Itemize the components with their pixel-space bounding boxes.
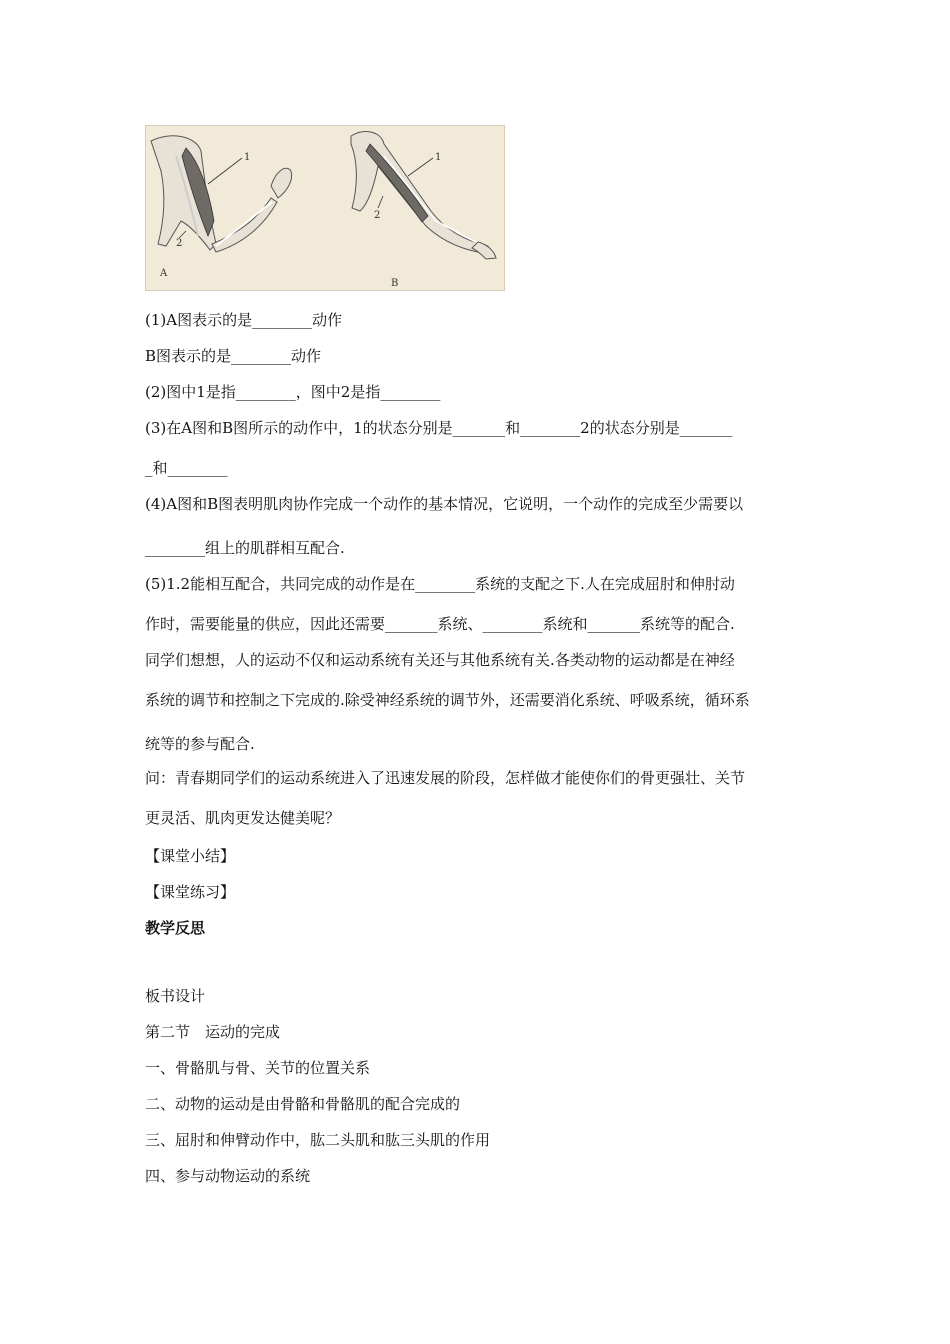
board-item-2: 二、动物的运动是由骨骼和骨骼肌的配合完成的 [145,1095,461,1113]
figure-a-label-1: 1 [244,152,251,163]
paragraph-line-2: 系统的调节和控制之下完成的.除受神经系统的调节外，还需要消化系统、呼吸系统，循环系 [145,691,750,709]
figure-a-label: A [160,268,168,279]
paragraph-line-1: 同学们想想，人的运动不仅和运动系统有关还与其他系统有关.各类动物的运动都是在神经 [145,651,735,669]
question-3-line-1: (3)在A图和B图所示的动作中，1的状态分别是_______和________2的状态分别是_______ [145,419,733,437]
figure-b-label-1: 1 [435,152,442,163]
figure-a-arm [151,136,292,252]
figure-b-label: B [391,278,399,289]
board-item-3: 三、屈肘和伸臂动作中，肱二头肌和肱三头肌的作用 [145,1131,491,1149]
question-youth-line-2: 更灵活、肌肉更发达健美呢？ [145,809,341,827]
question-4-line-2: ________组上的肌群相互配合. [145,539,345,557]
arm-illustration [146,126,504,290]
arm-muscle-figure [145,125,505,291]
question-3-line-2: _和________ [145,459,228,477]
board-item-1: 一、骨骼肌与骨、关节的位置关系 [145,1059,371,1077]
board-title: 第二节 运动的完成 [145,1023,281,1041]
question-youth-line-1: 问：青春期同学们的运动系统进入了迅速发展的阶段，怎样做才能使你们的骨更强壮、关节 [145,769,746,787]
section-class-summary: 【课堂小结】 [145,847,236,865]
question-5-line-2: 作时，需要能量的供应，因此还需要_______系统、________系统和_______系统等的配合. [145,615,735,633]
question-2: (2)图中1是指________，图中2是指________ [145,383,441,401]
question-4-line-1: (4)A图和B图表明肌肉协作完成一个动作的基本情况，它说明，一个动作的完成至少需要以 [145,495,744,513]
board-item-4: 四、参与动物运动的系统 [145,1167,311,1185]
question-5-line-1: (5)1.2能相互配合，共同完成的动作是在________系统的支配之下.人在完成屈肘和伸肘动 [145,575,735,593]
section-class-exercise: 【课堂练习】 [145,883,236,901]
question-1a: (1)A图表示的是________动作 [145,311,343,329]
figure-a-label-2: 2 [176,238,183,249]
section-teaching-reflection: 教学反思 [145,919,206,937]
figure-b-label-2: 2 [374,210,381,221]
paragraph-line-3: 统等的参与配合. [145,735,255,753]
section-board-design: 板书设计 [145,987,206,1005]
question-1b: B图表示的是________动作 [145,347,322,365]
figure-b-arm [351,132,496,259]
